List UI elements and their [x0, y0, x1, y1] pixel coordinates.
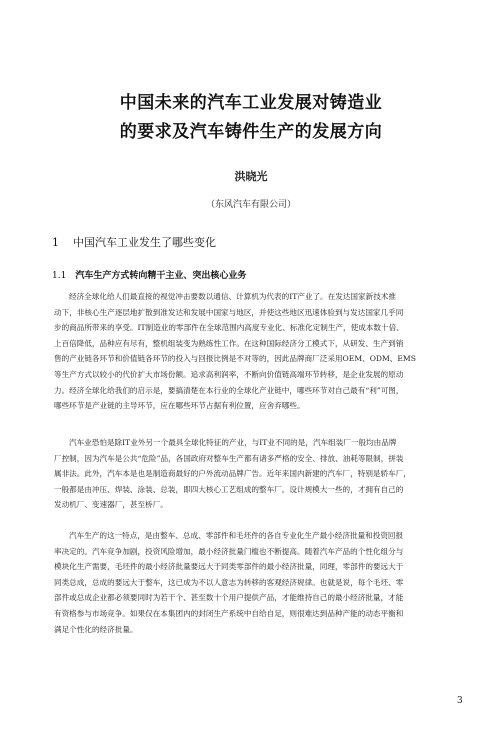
subsection-number: 1.1 — [52, 271, 67, 281]
article-title-line-1: 中国未来的汽车工业发展对铸造业 — [119, 93, 383, 113]
paragraph-line: 属非法。此外，汽车本是也是制造商最好的户外流动品牌广告。近年来国内新建的汽车厂，特别是轿车厂， — [54, 469, 411, 479]
paragraph-line: 动下，非核心生产逐层地扩散到准发达和发展中国家与地区，并使这些地区迅速体验到与发达国家几乎同 — [54, 307, 404, 317]
paragraph-line: 汽车业恐怕是除IT业外另一个最具全球化特征的产业，与IT业不同的是，汽车组装厂一般均由品牌 — [69, 438, 397, 447]
paragraph-line: 厂控制，因为汽车是公共“危险”品，各国政府对整车生产都有诸多严格的安全、排放、油耗等限制，拼装 — [54, 453, 404, 463]
paragraph-line: 模块化生产需要，毛坯件的最小经济批量要远大于同类零部件的最小经济批量，同理，零部件的要远大于 — [54, 562, 404, 572]
section-number: 1 — [52, 236, 59, 249]
paragraph-line: 一般都是由冲压、焊装、涂装、总装，即四大核心工艺组成的整车厂。设计规模大一些的，才拥有自己的 — [54, 484, 404, 494]
paragraph-1 — [54, 289, 454, 414]
paragraph-line: 等生产方式以较小的代价扩大市场份额。追求高利润率，不断向价值链高端环节转移，是企业发展的原动 — [54, 369, 404, 379]
paragraph-line: 售的产业链各环节和价值链各环节的投入与回报比例是不对等的，因此品牌商厂泛采用OEM、ODM、EMS — [54, 354, 416, 364]
paragraph-3 — [54, 528, 454, 637]
paragraph-line: 同类总成，总成的要远大于整车，这已成为不以人意志为转移的客观经济规律。也就是说，每个毛坯、零 — [54, 577, 404, 587]
paragraph-line: 发动机厂、变速器厂，甚至桥厂。 — [54, 500, 168, 510]
paragraph-line: 满足个性化的经济批量。 — [54, 624, 138, 634]
paragraph-line: 步的商品所带来的享受。IT制造业的零部件在全球范围内高度专业化、标准化定制生产，使成本数十倍、 — [54, 323, 404, 333]
paragraph-line: 力。经济全球化给我们的启示是，要搞清楚在本行业的全球化产业链中，哪些环节对自己最有“利”可图， — [54, 385, 404, 395]
paragraph-line: 汽车生产的这一特点，是由整车、总成、零部件和毛坯件的各自专业化生产最小经济批量和投资回报 — [69, 531, 404, 540]
section-title: 中国汽车工业发生了哪些变化 — [73, 236, 216, 249]
section-heading — [52, 234, 216, 250]
page-number: 3 — [457, 696, 463, 706]
paragraph-line: 上百倍降低，品种应有尽有，整机组装变为熟练性工作。在这种国际经济分工模式下，从研发、生产到销 — [54, 338, 404, 348]
paragraph-line: 经济全球化给人们最直接的视觉冲击要数以通信、计算机为代表的IT产业了。在发达国家新技术推 — [69, 292, 396, 301]
paragraph-line: 部件或总成企业都必须要同时为若干个、甚至数十个用户提供产品，才能维持自己的最小经济批量，才能 — [54, 593, 404, 603]
author-name: 洪晓光 — [234, 170, 268, 183]
paragraph-line: 率决定的。汽车竞争加剧，投资风险增加，最小经济批量门槛也不断提高。随着汽车产品的个性化组分与 — [54, 546, 404, 556]
paragraph-line: 哪些环节是产业链的主导环节，应在哪些环节占据有利位置，应舍弃哪些。 — [54, 401, 305, 411]
paragraph-line: 有资格参与市场竞争。如果仅在本集团内的封闭生产系统中自给自足，则很难达到品种产能的动态平衡和 — [54, 608, 404, 618]
paragraph-2 — [54, 435, 454, 513]
article-title-line-2: 的要求及汽车铸件生产的发展方向 — [119, 122, 383, 142]
subsection-heading — [52, 268, 246, 281]
author-affiliation: （东风汽车有限公司） — [205, 200, 296, 210]
subsection-title: 汽车生产方式转向精干主业、突出核心业务 — [75, 271, 247, 281]
